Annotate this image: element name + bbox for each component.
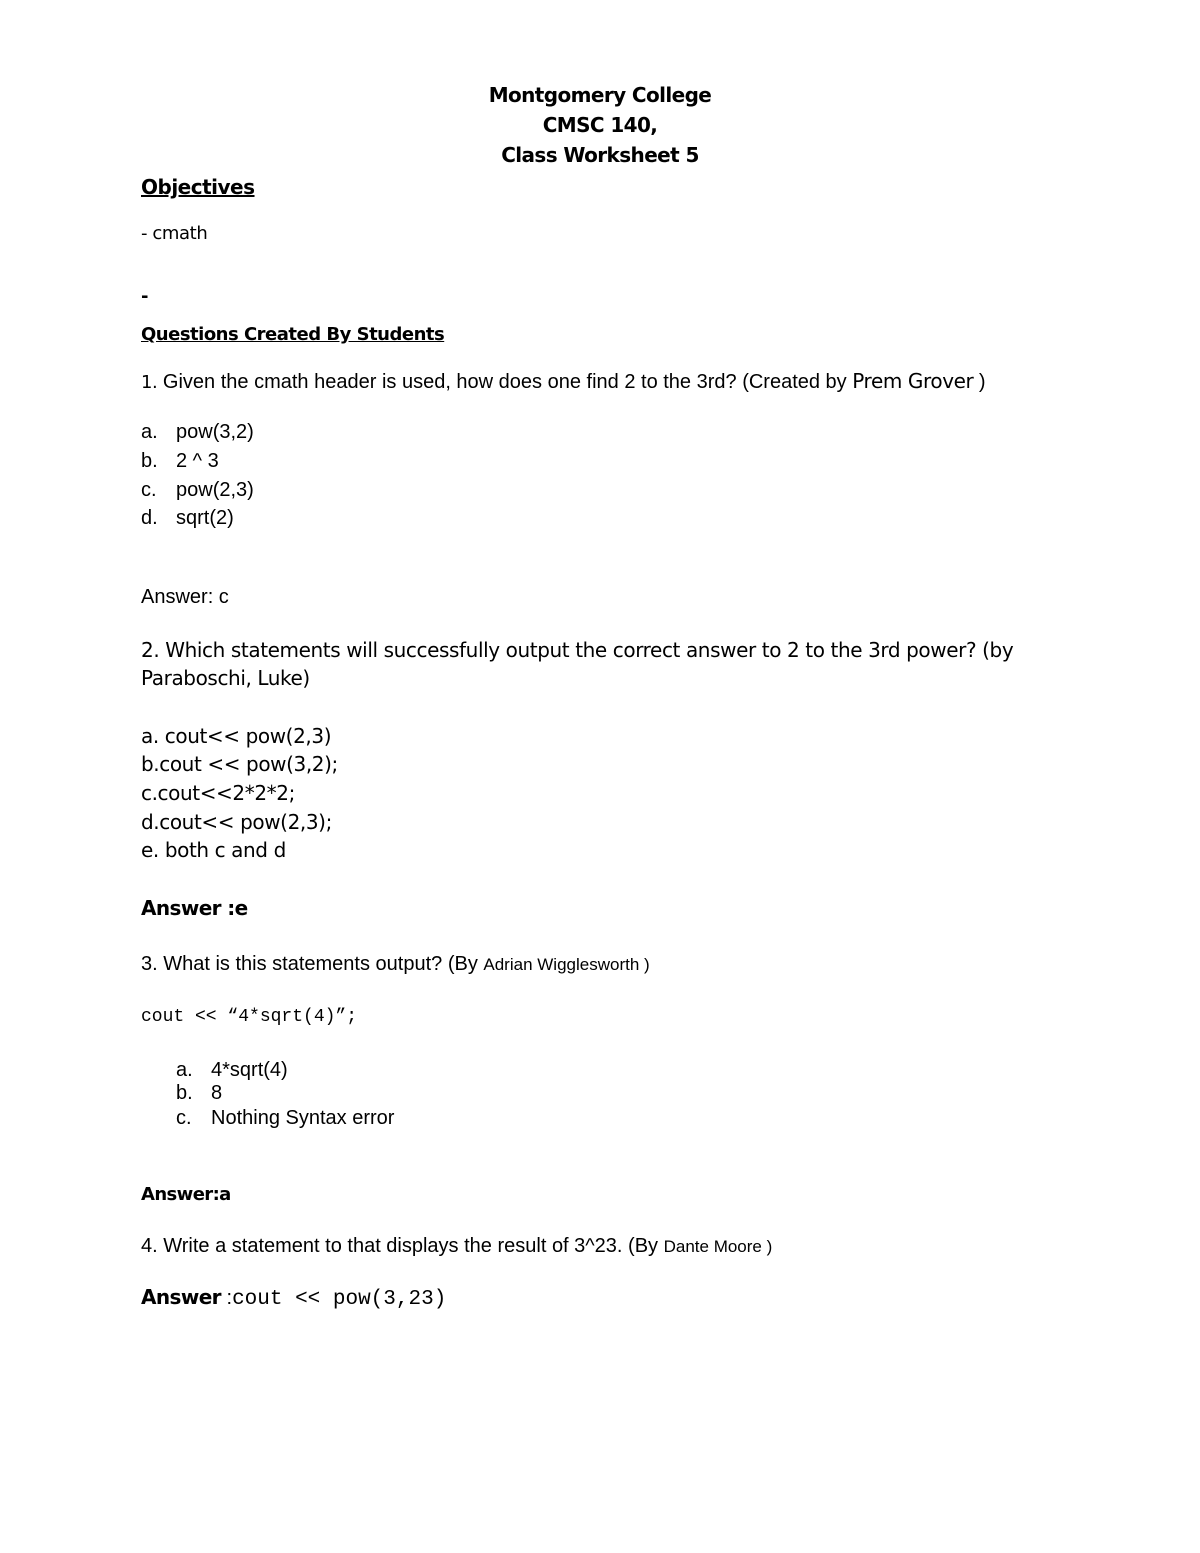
- objectives-heading: Objectives: [141, 175, 255, 199]
- question-3-code: cout << “4*sqrt(4)”;: [141, 1007, 358, 1027]
- question-4-text: 4. Write a statement to that displays the result of 3^23. (By: [141, 1235, 664, 1257]
- question-2-option: b.cout << pow(3,2);: [141, 752, 338, 776]
- question-2-option: d.cout<< pow(2,3);: [141, 810, 332, 834]
- question-3-close: ): [639, 955, 650, 974]
- question-2-option: e. both c and d: [141, 838, 286, 862]
- objective-item: -: [141, 286, 148, 307]
- question-3-option-c: c. Nothing Syntax error: [176, 1107, 395, 1129]
- question-2-answer: Answer :e: [141, 896, 248, 920]
- question-4-close: ): [761, 1237, 773, 1256]
- question-3-text: What is this statements output? (By: [157, 953, 484, 975]
- question-3-answer: Answer:a: [141, 1184, 231, 1205]
- question-1-text: Given the cmath header is used, how does one find 2 to the 3rd? (Created by: [157, 371, 853, 393]
- questions-heading: Questions Created By Students: [141, 324, 445, 345]
- question-3: [141, 953, 650, 976]
- question-4-answer-sep: :: [220, 1287, 233, 1309]
- question-2-option: a. cout<< pow(2,3): [141, 724, 332, 748]
- question-1-option-d: d. sqrt(2): [141, 507, 234, 529]
- question-4: [141, 1235, 772, 1258]
- question-2-line-1: 2. Which statements will successfully output the correct answer to 2 to the 3rd power? (by: [141, 638, 1014, 662]
- question-3-option-b: b. 8: [176, 1082, 223, 1104]
- question-1-number: 1.: [141, 372, 158, 393]
- question-3-author: Adrian Wigglesworth: [483, 955, 640, 974]
- course-code: CMSC 140,: [542, 113, 658, 137]
- question-4-author: Dante Moore: [663, 1237, 762, 1256]
- question-3-option-a: a. 4*sqrt(4): [176, 1059, 288, 1081]
- question-1-option-b: b. 2 ^ 3: [141, 450, 219, 472]
- question-3-number: 3.: [141, 953, 158, 975]
- question-2-option: c.cout<<2*2*2;: [141, 781, 295, 805]
- worksheet-title: Class Worksheet 5: [501, 143, 699, 167]
- question-4-answer-label: Answer: [141, 1285, 221, 1309]
- question-1-author: Prem Grover: [852, 369, 974, 393]
- question-1: [141, 369, 986, 394]
- objective-item: - cmath: [141, 223, 208, 244]
- question-1-option-a: a. pow(3,2): [141, 421, 254, 443]
- question-2-line-2: Paraboschi, Luke): [141, 666, 310, 690]
- question-4-answer-code: cout << pow(3,23): [232, 1288, 447, 1311]
- question-1-answer: Answer: c: [141, 586, 229, 608]
- college-name: Montgomery College: [488, 83, 712, 107]
- question-4-answer: [141, 1285, 446, 1311]
- question-1-option-c: c. pow(2,3): [141, 479, 254, 501]
- question-1-close: ): [973, 371, 986, 393]
